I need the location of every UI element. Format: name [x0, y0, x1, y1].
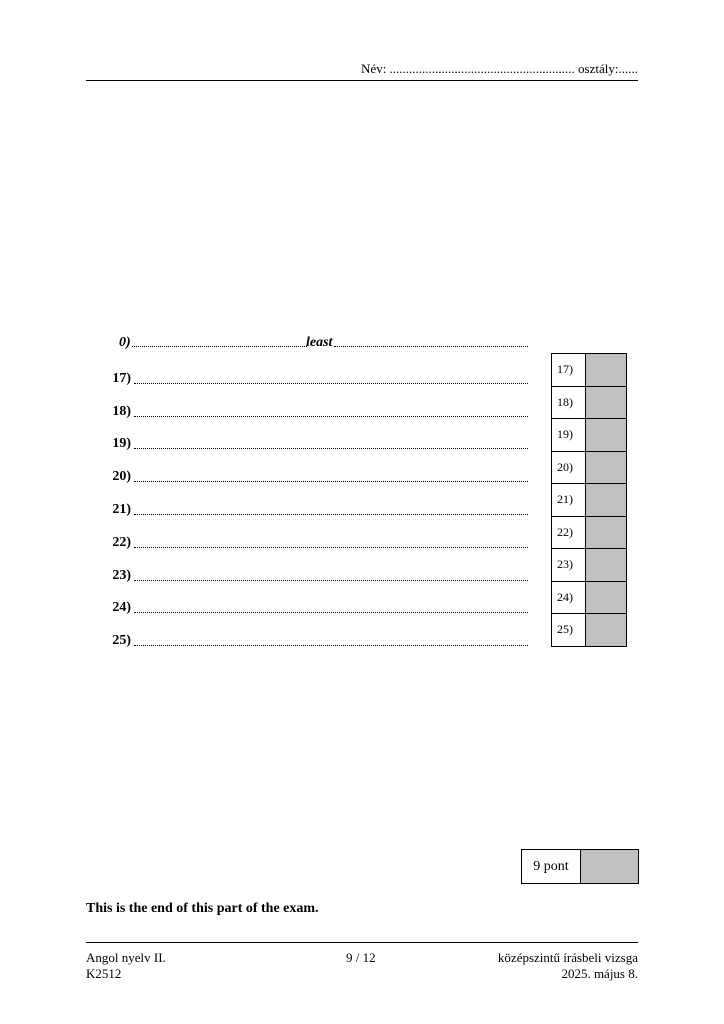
name-class-field: Név: ......................................................... osztály:......: [361, 61, 638, 76]
answer-label-22: 22): [112, 535, 131, 550]
score-box-22[interactable]: [586, 516, 627, 549]
score-row-23: [552, 549, 627, 582]
answer-row-19[interactable]: [106, 430, 528, 452]
answer-label-24: 24): [112, 600, 131, 615]
answer-label-25: 25): [112, 633, 131, 648]
answer-line-23[interactable]: [134, 579, 528, 581]
answer-label-18: 18): [112, 404, 131, 419]
score-row-24: [552, 581, 627, 614]
score-label-18: 18): [552, 386, 586, 419]
score-row-25: [552, 614, 627, 647]
end-of-part-message: This is the end of this part of the exam.: [86, 901, 319, 916]
footer-subject: Angol nyelv II.: [86, 950, 166, 965]
answer-line-21[interactable]: [134, 513, 528, 515]
score-label-24: 24): [552, 581, 586, 614]
example-label: 0): [119, 335, 131, 350]
answer-line-20[interactable]: [134, 480, 528, 482]
score-table: [551, 353, 627, 647]
answer-row-17[interactable]: [106, 365, 528, 387]
points-score-box[interactable]: [581, 850, 639, 884]
footer-code: K2512: [86, 966, 122, 981]
example-line-right: [334, 345, 528, 347]
answer-label-19: 19): [112, 436, 131, 451]
points-label: 9 pont: [522, 850, 581, 884]
example-answer: least: [306, 335, 333, 350]
footer-date: 2025. május 8.: [561, 966, 638, 981]
score-row-21: [552, 484, 627, 517]
answer-label-21: 21): [112, 502, 131, 517]
footer-right: [498, 950, 638, 982]
score-label-25: 25): [552, 614, 586, 647]
example-row: [106, 334, 528, 354]
answer-row-24[interactable]: [106, 594, 528, 616]
score-box-19[interactable]: [586, 419, 627, 452]
score-row-20: [552, 451, 627, 484]
answer-row-21[interactable]: [106, 496, 528, 518]
score-box-25[interactable]: [586, 614, 627, 647]
answer-row-25[interactable]: [106, 627, 528, 649]
score-row-18: [552, 386, 627, 419]
score-row-17: [552, 354, 627, 387]
score-label-19: 19): [552, 419, 586, 452]
footer-page-number: 9 / 12: [346, 950, 376, 965]
score-box-21[interactable]: [586, 484, 627, 517]
footer-rule: [86, 942, 638, 943]
score-box-18[interactable]: [586, 386, 627, 419]
score-box-24[interactable]: [586, 581, 627, 614]
score-row-22: [552, 516, 627, 549]
score-box-17[interactable]: [586, 354, 627, 387]
footer-left: [86, 950, 166, 982]
score-label-17: 17): [552, 354, 586, 387]
score-label-21: 21): [552, 484, 586, 517]
header-rule: [86, 80, 638, 81]
score-label-23: 23): [552, 549, 586, 582]
answer-line-18[interactable]: [134, 415, 528, 417]
score-row-19: [552, 419, 627, 452]
answer-label-17: 17): [112, 371, 131, 386]
score-box-23[interactable]: [586, 549, 627, 582]
answer-line-22[interactable]: [134, 546, 528, 548]
score-label-20: 20): [552, 451, 586, 484]
answer-row-23[interactable]: [106, 562, 528, 584]
answer-line-24[interactable]: [134, 611, 528, 613]
answer-line-25[interactable]: [134, 644, 528, 646]
answer-row-20[interactable]: [106, 463, 528, 485]
points-box: [521, 849, 639, 884]
answer-row-18[interactable]: [106, 398, 528, 420]
score-box-20[interactable]: [586, 451, 627, 484]
answer-row-22[interactable]: [106, 529, 528, 551]
footer-exam-type: középszintű írásbeli vizsga: [497, 950, 638, 965]
answer-label-20: 20): [112, 469, 131, 484]
answer-line-17[interactable]: [134, 382, 528, 384]
example-line-left: [132, 345, 307, 347]
answer-line-19[interactable]: [134, 447, 528, 449]
answer-label-23: 23): [112, 568, 131, 583]
score-label-22: 22): [552, 516, 586, 549]
